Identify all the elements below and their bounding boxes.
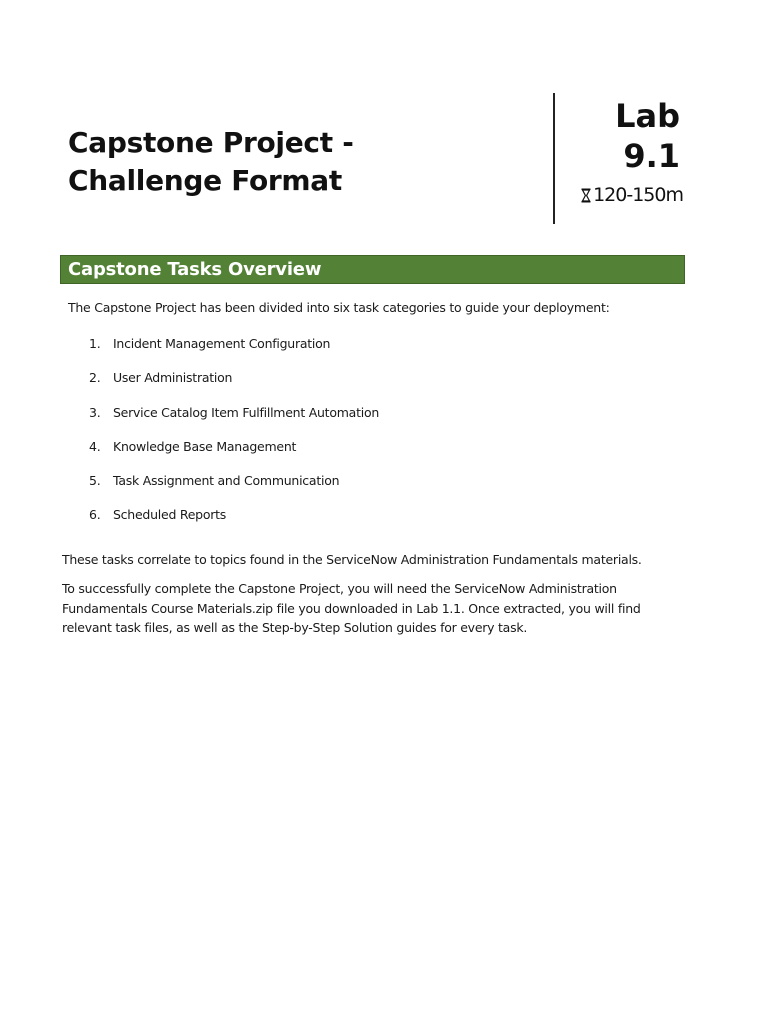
duration-text: 120-150m [593, 184, 683, 206]
task-label: Service Catalog Item Fulfillment Automation [113, 404, 380, 420]
task-label: Task Assignment and Communication [113, 473, 340, 489]
paragraph-line: To successfully complete the Capstone Project, you will need the ServiceNow Administration [62, 581, 617, 596]
task-number: 1. [89, 336, 101, 351]
task-number: 2. [89, 370, 101, 386]
task-label: User Administration [113, 370, 233, 386]
duration [581, 183, 683, 207]
paragraph-line: relevant task files, as well as the Step-by-Step Solution guides for every task. [62, 620, 528, 635]
header-divider [553, 93, 555, 224]
task-number: 4. [89, 438, 101, 454]
task-item [89, 369, 379, 403]
title-line-1: Capstone Project - [68, 126, 354, 159]
task-label: Incident Management Configuration [113, 336, 331, 351]
task-item [89, 472, 379, 506]
hourglass-icon [581, 188, 591, 203]
task-list [89, 335, 379, 541]
task-item [89, 438, 379, 472]
lab-label [615, 96, 680, 176]
title-line-2: Challenge Format [68, 164, 342, 197]
lab-word: Lab [615, 97, 680, 135]
paragraph-line: Fundamentals Course Materials.zip file you downloaded in Lab 1.1. Once extracted, you will find [62, 600, 641, 616]
intro-text: The Capstone Project has been divided into six task categories to guide your deployment: [68, 300, 610, 315]
paragraph-materials [62, 579, 682, 638]
paragraph-topics: These tasks correlate to topics found in the ServiceNow Administration Fundamentals materials. [62, 552, 642, 567]
task-number: 5. [89, 473, 101, 489]
task-label: Knowledge Base Management [113, 438, 297, 454]
task-item [89, 506, 379, 540]
task-item [89, 335, 379, 369]
section-heading: Capstone Tasks Overview [68, 259, 322, 280]
lab-number: 9.1 [623, 137, 680, 175]
page-title [68, 124, 528, 200]
task-item [89, 404, 379, 438]
task-label: Scheduled Reports [113, 507, 227, 523]
section-header [60, 255, 685, 284]
task-number: 3. [89, 404, 101, 420]
task-number: 6. [89, 507, 101, 523]
